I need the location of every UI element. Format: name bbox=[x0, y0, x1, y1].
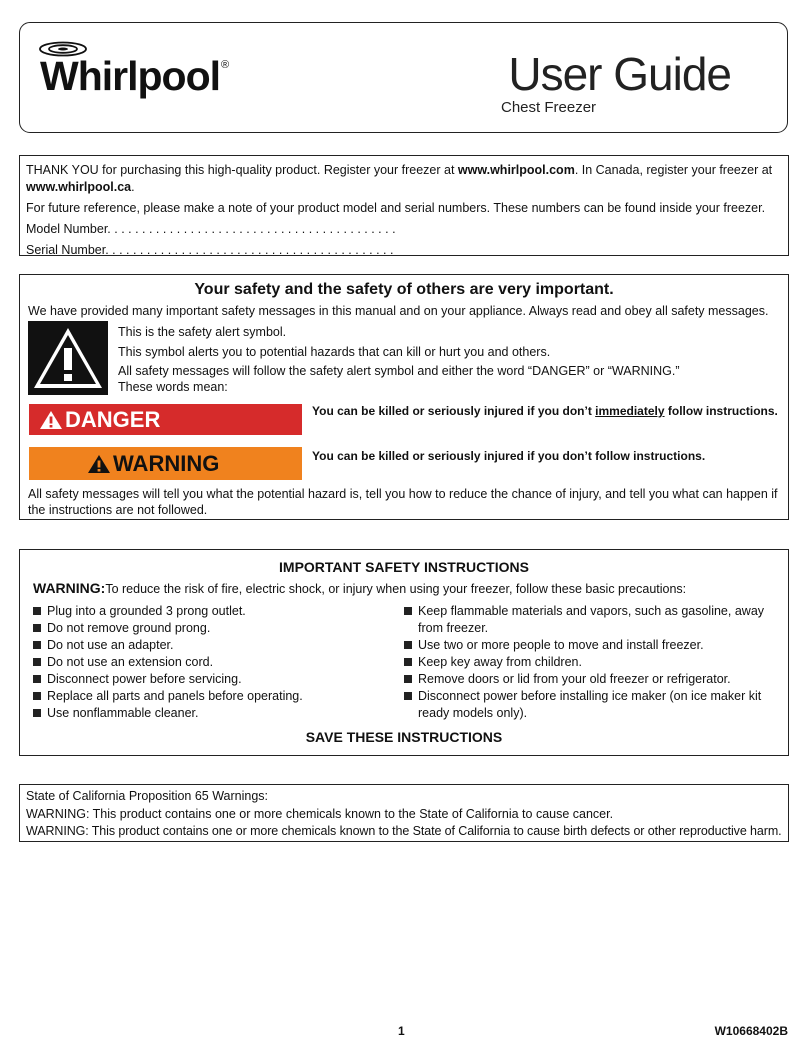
danger-alert-icon bbox=[39, 410, 63, 430]
list-item: Replace all parts and panels before operating. bbox=[33, 688, 393, 705]
list-item: Keep key away from children. bbox=[404, 654, 766, 671]
safety-box bbox=[19, 274, 789, 520]
safety-footer: All safety messages will tell you what the potential hazard is, tell you how to reduce the chance of injury, and tell you what can happen if the instructions are not followed. bbox=[28, 487, 778, 517]
list-item: Do not use an adapter. bbox=[33, 637, 393, 654]
list-item: Remove doors or lid from your old freezer or refrigerator. bbox=[404, 671, 766, 688]
register-link-us[interactable]: www.whirlpool.com bbox=[457, 163, 575, 177]
safety-title: Your safety and the safety of others are very important. bbox=[194, 281, 614, 298]
instructions-box bbox=[19, 549, 789, 756]
prop65-box bbox=[19, 784, 789, 842]
warning-alert-icon bbox=[87, 454, 111, 474]
instructions-title: IMPORTANT SAFETY INSTRUCTIONS bbox=[279, 559, 529, 575]
list-item: Use two or more people to move and install freezer. bbox=[404, 637, 766, 654]
prop65-line-2: WARNING: This product contains one or more chemicals known to the State of California to cause birth defects or other reproductive harm. bbox=[26, 824, 782, 838]
warning-signal-bar: WARNING bbox=[29, 447, 302, 480]
safety-intro: We have provided many important safety messages in this manual and on your appliance. Always read and obey all safety messages. bbox=[28, 304, 769, 318]
page-title: User Guide bbox=[508, 48, 731, 100]
symbol-line-3: All safety messages will follow the safety alert symbol and either the word “DANGER” or “WARNING.” bbox=[118, 364, 680, 378]
list-item: Disconnect power before installing ice maker (on ice maker kit ready models only). bbox=[404, 688, 766, 722]
prop65-title: State of California Proposition 65 Warnings: bbox=[26, 789, 269, 803]
page-subtitle: Chest Freezer bbox=[501, 99, 597, 116]
register-link-ca[interactable]: www.whirlpool.ca bbox=[26, 180, 132, 194]
reference-text: For future reference, please make a note of your product model and serial numbers. These numbers can be found inside your freezer. bbox=[26, 201, 766, 215]
model-number-field: Model Number. . . . . . . . . . . . . . . . . . . . . . . . . . . . . . . . . . . . . . . . . . bbox=[26, 222, 396, 236]
prop65-line-1: WARNING: This product contains one or more chemicals known to the State of California to cause cancer. bbox=[26, 806, 614, 821]
list-item: Use nonflammable cleaner. bbox=[33, 705, 393, 722]
warning-text: You can be killed or seriously injured if you don’t follow instructions. bbox=[312, 449, 706, 463]
list-item: Do not remove ground prong. bbox=[33, 620, 393, 637]
symbol-line-2: This symbol alerts you to potential hazards that can kill or hurt you and others. bbox=[118, 345, 551, 359]
registration-box bbox=[19, 155, 789, 256]
safety-alert-icon bbox=[28, 321, 108, 395]
list-item: Plug into a grounded 3 prong outlet. bbox=[33, 603, 393, 620]
serial-number-field: Serial Number. . . . . . . . . . . . . . . . . . . . . . . . . . . . . . . . . . . . . . . . . . bbox=[26, 243, 394, 257]
instructions-right-list bbox=[404, 603, 766, 722]
list-item: Keep flammable materials and vapors, such as gasoline, away from freezer. bbox=[404, 603, 766, 637]
list-item: Disconnect power before servicing. bbox=[33, 671, 393, 688]
instructions-left-list bbox=[33, 603, 393, 722]
save-instructions: SAVE THESE INSTRUCTIONS bbox=[305, 729, 503, 745]
instructions-warning: WARNING:To reduce the risk of fire, electric shock, or injury when using your freezer, follow these basic precautions: bbox=[33, 580, 687, 596]
header-box bbox=[19, 22, 788, 133]
registration-text: THANK YOU for purchasing this high-quality product. Register your freezer at www.whirlpool.com. In Canada, register your freezer at www.whirlpool.ca. bbox=[26, 163, 773, 194]
danger-text: You can be killed or seriously injured if you don’t immediately follow instructions. bbox=[312, 404, 778, 418]
symbol-line-1: This is the safety alert symbol. bbox=[118, 325, 287, 339]
danger-signal-bar: DANGER bbox=[29, 404, 302, 435]
page-number: 1 bbox=[398, 1024, 405, 1038]
document-number: W10668402B bbox=[714, 1024, 788, 1038]
symbol-line-4: These words mean: bbox=[118, 380, 228, 394]
list-item: Do not use an extension cord. bbox=[33, 654, 393, 671]
brand-logo: Whirlpool® bbox=[40, 53, 229, 99]
